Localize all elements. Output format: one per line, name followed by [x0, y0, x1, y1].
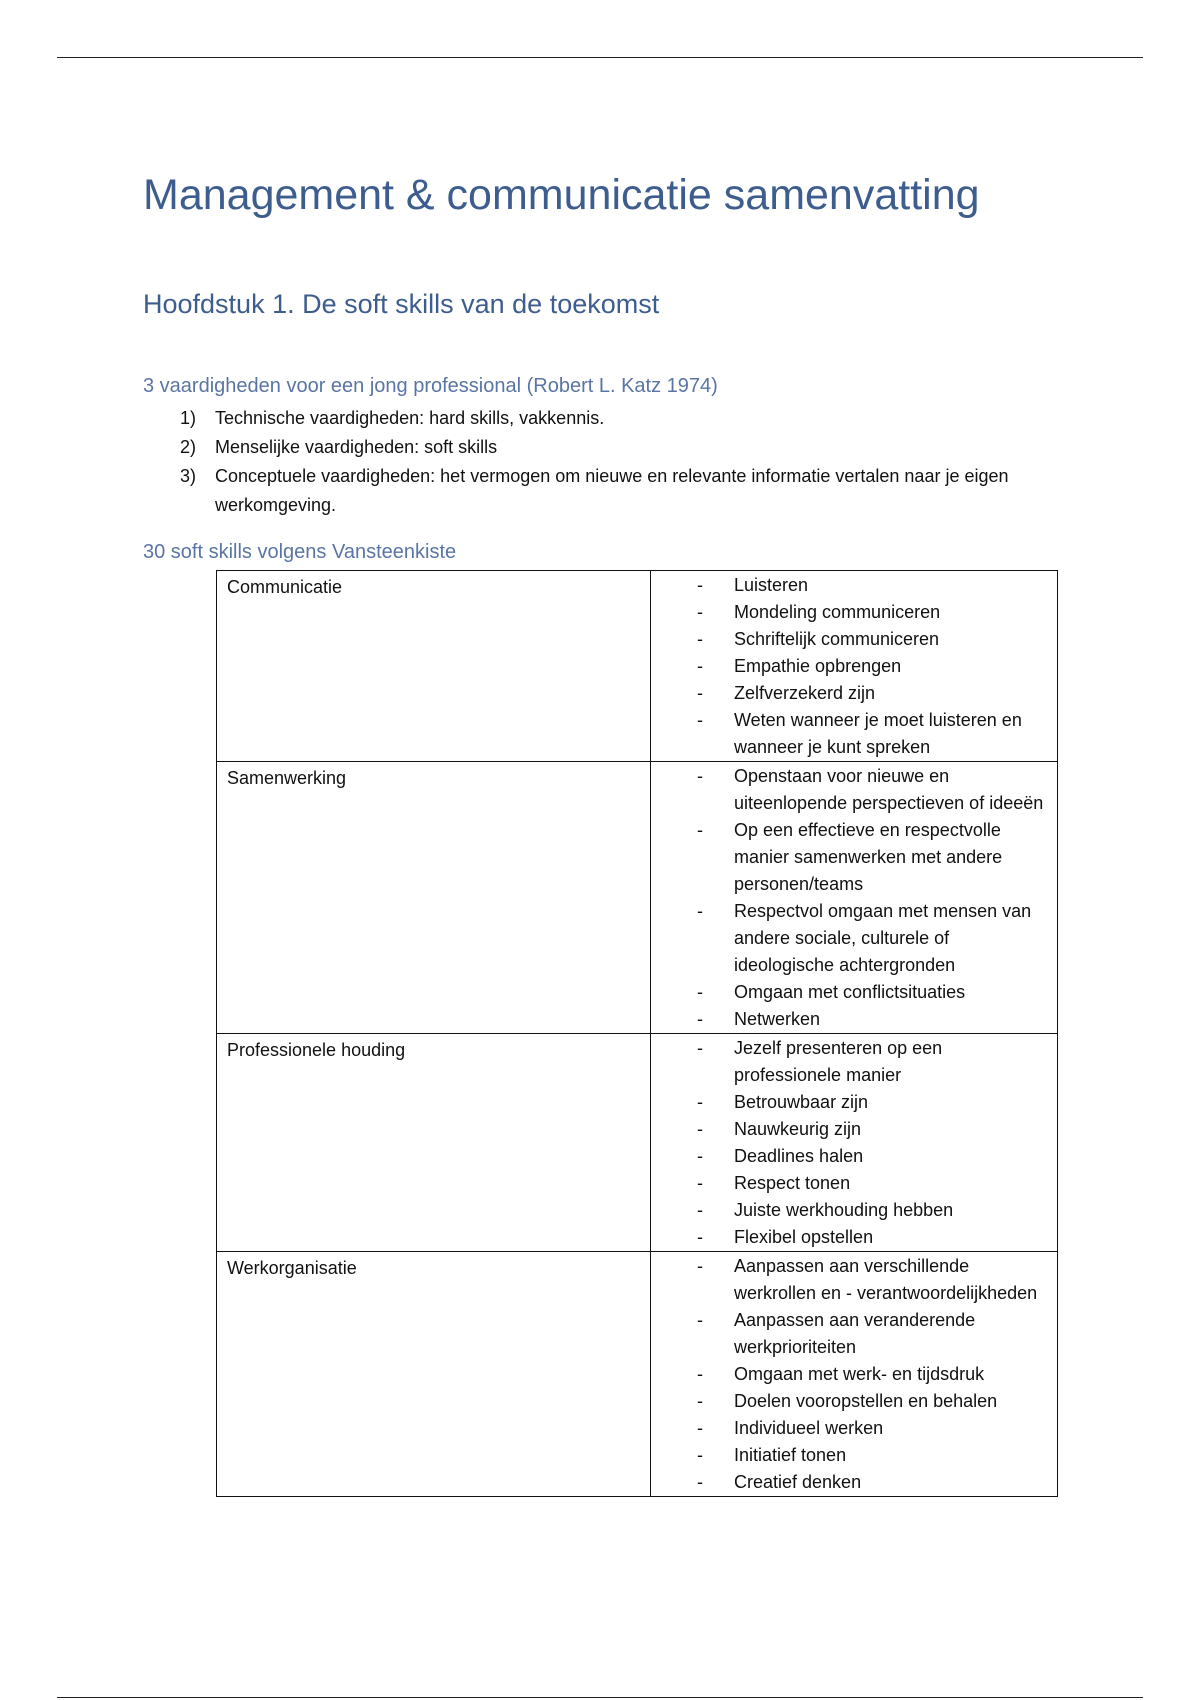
soft-skills-table [216, 570, 1058, 1497]
list-item [651, 1224, 1049, 1251]
skills-list [651, 1035, 1049, 1251]
dash-bullet: - [697, 656, 703, 676]
skill-text: Omgaan met conflictsituaties [734, 982, 966, 1002]
list-number: 1) [179, 408, 196, 428]
skill-text: Weten wanneer je moet luisteren en wanneer je kunt spreken [734, 710, 1022, 757]
dash-bullet: - [697, 1227, 703, 1247]
dash-bullet: - [697, 1445, 703, 1465]
list-item [651, 572, 1049, 599]
skill-text: Deadlines halen [734, 1146, 864, 1166]
dash-bullet: - [697, 602, 703, 622]
table-row [217, 1252, 1058, 1497]
table-row [217, 762, 1058, 1034]
list-item [651, 979, 1049, 1006]
dash-bullet: - [697, 1256, 703, 1276]
list-item [651, 1035, 1049, 1089]
skill-text: Jezelf presenteren op een professionele manier [734, 1038, 943, 1085]
skill-text: Respectvol omgaan met mensen van andere sociale, culturele of ideologische achtergronden [734, 901, 1032, 975]
skill-text: Omgaan met werk- en tijdsdruk [734, 1364, 985, 1384]
list-item [651, 1116, 1049, 1143]
category-cell: Professionele houding [217, 1034, 651, 1252]
list-item [651, 1307, 1049, 1361]
list-item [651, 680, 1049, 707]
list-item [143, 404, 1063, 433]
skill-text: Betrouwbaar zijn [734, 1092, 869, 1112]
dash-bullet: - [697, 1472, 703, 1492]
skill-text: Luisteren [734, 575, 809, 595]
skill-text: Juiste werkhouding hebben [734, 1200, 954, 1220]
skill-text: Mondeling communiceren [734, 602, 941, 622]
list-item [651, 1197, 1049, 1224]
list-number: 2) [179, 437, 196, 457]
dash-bullet: - [697, 1200, 703, 1220]
dash-bullet: - [697, 1364, 703, 1384]
document-title: Management & communicatie samenvatting [143, 171, 980, 219]
table-row [217, 571, 1058, 762]
list-item [651, 1469, 1049, 1496]
list-item [651, 599, 1049, 626]
dash-bullet: - [697, 1391, 703, 1411]
list-item [651, 1006, 1049, 1033]
dash-bullet: - [697, 1418, 703, 1438]
list-text: Technische vaardigheden: hard skills, vakkennis. [215, 408, 605, 428]
list-item [651, 653, 1049, 680]
dash-bullet: - [697, 1092, 703, 1112]
dash-bullet: - [697, 901, 703, 921]
list-item [651, 898, 1049, 979]
dash-bullet: - [697, 1119, 703, 1139]
list-number: 3) [179, 466, 196, 486]
skill-text: Aanpassen aan veranderende werkprioriteiten [734, 1310, 976, 1357]
category-cell: Communicatie [217, 571, 651, 762]
list-item [651, 626, 1049, 653]
list-item [651, 1442, 1049, 1469]
dash-bullet: - [697, 710, 703, 730]
list-item [143, 462, 1063, 520]
skill-text: Respect tonen [734, 1173, 851, 1193]
section-heading-katz: 3 vaardigheden voor een jong professional (Robert L. Katz 1974) [143, 375, 718, 397]
category-cell: Samenwerking [217, 762, 651, 1034]
list-item [651, 817, 1049, 898]
list-item [651, 763, 1049, 817]
dash-bullet: - [697, 629, 703, 649]
dash-bullet: - [697, 1173, 703, 1193]
skill-text: Netwerken [734, 1009, 821, 1029]
skill-text: Nauwkeurig zijn [734, 1119, 862, 1139]
skills-cell [651, 762, 1058, 1034]
skill-text: Empathie opbrengen [734, 656, 902, 676]
skills-list [651, 763, 1049, 1033]
list-item [651, 1415, 1049, 1442]
dash-bullet: - [697, 575, 703, 595]
list-item [651, 1089, 1049, 1116]
skill-text: Op een effectieve en respectvolle manier samenwerken met andere personen/teams [734, 820, 1003, 894]
katz-skills-list [143, 404, 1063, 520]
list-item [651, 707, 1049, 761]
list-text: Conceptuele vaardigheden: het vermogen om nieuwe en relevante informatie vertalen naar je eigen werkomgeving. [215, 466, 1009, 515]
dash-bullet: - [697, 1310, 703, 1330]
list-text: Menselijke vaardigheden: soft skills [215, 437, 498, 457]
category-cell: Werkorganisatie [217, 1252, 651, 1497]
skills-cell [651, 1034, 1058, 1252]
skills-list [651, 572, 1049, 761]
list-item [143, 433, 1063, 462]
list-item [651, 1143, 1049, 1170]
page-header-rule [57, 57, 1143, 58]
skill-text: Aanpassen aan verschillende werkrollen en - verantwoordelijkheden [734, 1256, 1038, 1303]
dash-bullet: - [697, 1146, 703, 1166]
table-row [217, 1034, 1058, 1252]
skill-text: Flexibel opstellen [734, 1227, 874, 1247]
dash-bullet: - [697, 982, 703, 1002]
list-item [651, 1361, 1049, 1388]
section-heading-vansteenkiste: 30 soft skills volgens Vansteenkiste [143, 541, 457, 563]
skill-text: Individueel werken [734, 1418, 884, 1438]
dash-bullet: - [697, 766, 703, 786]
skills-cell [651, 571, 1058, 762]
list-item [651, 1170, 1049, 1197]
skill-text: Initiatief tonen [734, 1445, 847, 1465]
skills-cell [651, 1252, 1058, 1497]
dash-bullet: - [697, 1009, 703, 1029]
dash-bullet: - [697, 820, 703, 840]
page-footer-rule [57, 1697, 1143, 1698]
skill-text: Creatief denken [734, 1472, 862, 1492]
skills-list [651, 1253, 1049, 1496]
skill-text: Openstaan voor nieuwe en uiteenlopende perspectieven of ideeën [734, 766, 1044, 813]
skill-text: Zelfverzekerd zijn [734, 683, 876, 703]
list-item [651, 1253, 1049, 1307]
dash-bullet: - [697, 1038, 703, 1058]
dash-bullet: - [697, 683, 703, 703]
chapter-heading: Hoofdstuk 1. De soft skills van de toekomst [143, 289, 660, 319]
list-item [651, 1388, 1049, 1415]
skill-text: Schriftelijk communiceren [734, 629, 940, 649]
skill-text: Doelen vooropstellen en behalen [734, 1391, 998, 1411]
